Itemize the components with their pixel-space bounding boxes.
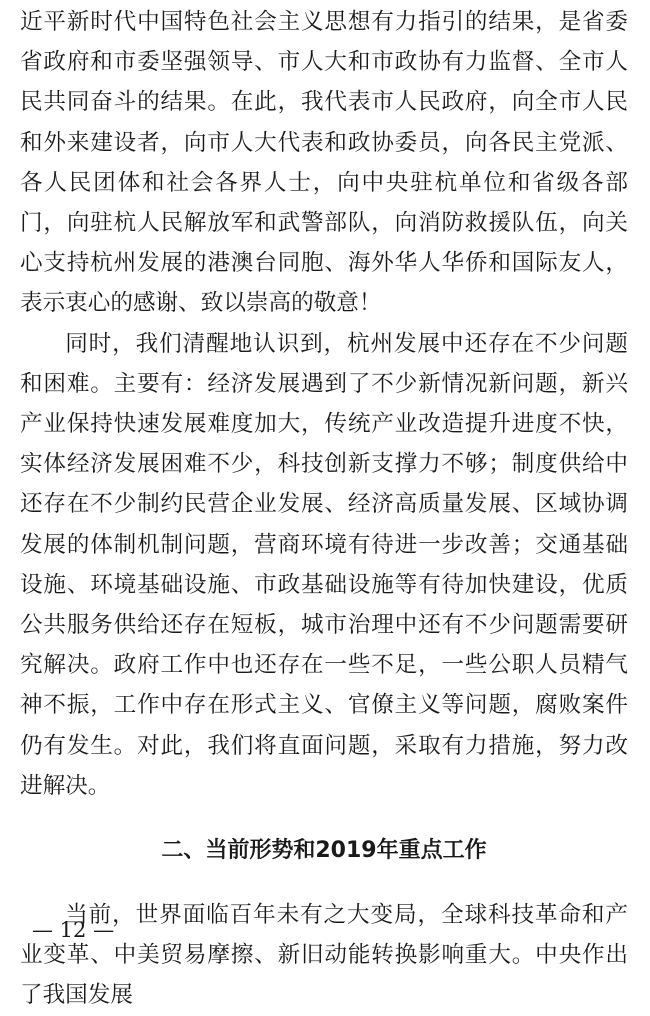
- body-paragraph-continued: 近平新时代中国特色社会主义思想有力指引的结果，是省委省政府和市委坚强领导、市人大和市政协有力监督、全市人民共同奋斗的结果。在此，我代表市人民政府，向全市人民和外来建设者，向市人大代表和政协委员，向各民主党派、各人民团体和社会各界人士，向中央驻杭单位和省级各部门，向驻杭人民解放军和武警部队，向消防救援队伍，向关心支持杭州发展的港澳台同胞、海外华人华侨和国际友人，表示衷心的感谢、致以崇高的敬意！: [20, 9, 628, 317]
- section-heading: 二、当前形势和2019年重点工作: [161, 838, 487, 864]
- body-paragraph-problems: 同时，我们清醒地认识到，杭州发展中还存在不少问题和困难。主要有：经济发展遇到了不少新情况新问题，新兴产业保持快速发展难度加大，传统产业改造提升进度不快，实体经济发展困难不少，科技创新支撑力不够；制度供给中还存在不少制约民营企业发展、经济高质量发展、区域协调发展的体制机制问题，营商环境有待进一步改善；交通基础设施、环境基础设施、市政基础设施等有待加快建设，优质公共服务供给还存在短板，城市治理中还有不少问题需要研究解决。政府工作中也还存在一些不足，一些公职人员精气神不振，工作中存在形式主义、官僚主义等问题，腐败案件仍有发生。对此，我们将直面问题，采取有力措施，努力改进解决。: [20, 330, 628, 799]
- page-number: — 12 —: [32, 918, 115, 942]
- body-paragraph-situation: 当前，世界面临百年未有之大变局，全球科技革命和产业变革、中美贸易摩擦、新旧动能转换影响重大。中央作出了我国发展: [20, 902, 628, 1009]
